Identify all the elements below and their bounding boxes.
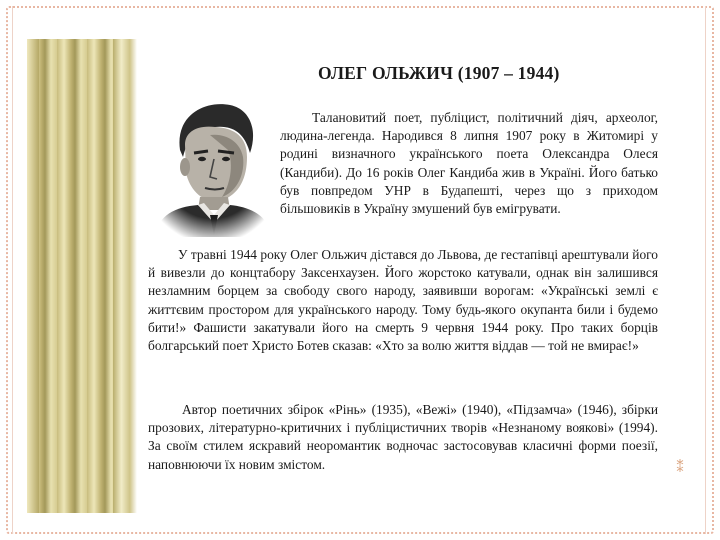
- portrait-photo: [150, 95, 275, 237]
- paragraph-arrest: [148, 246, 658, 355]
- paragraph-text: У травні 1944 року Олег Ольжич дістався до Львова, де гестапівці арештували його й вивезли до концтабору Заксенхаузен. Його жорстоко катували, однак він залишився незламним борцем за свободу свого народу, заявивши ворогам: «Українські землі є життєвим простором для українського народу. Тому будь-якого окупанта били і будемо бити!» Фашисти закатували його на смерть 9 червня 1944 року. Про таких борців болгарський поет Христо Ботев сказав: «Хто за волю життя віддав — той не вмирає!»: [148, 247, 658, 354]
- paragraph-text: Талановитий поет, публіцист, політичний діяч, археолог, людина-легенда. Народився 8 липня 1907 року в Житомирі у родині визначного українського поета Олександра Олеся (Кандиби). До 16 років Олег Кандиба жив в Україні. Його батько був повпредом УНР в Будапешті, через що з приходом більшовиків в Україну змушений був емігрувати.: [280, 110, 658, 217]
- frame-right-line: [705, 6, 706, 534]
- decorative-stripes: [27, 39, 137, 513]
- ornament-icon: ⁑: [676, 461, 684, 476]
- slide-title: ОЛЕГ ОЛЬЖИЧ (1907 – 1944): [318, 63, 560, 83]
- paragraph-works: [148, 401, 658, 474]
- paragraph-biography-intro: [280, 109, 658, 218]
- paragraph-text: Автор поетичних збірок «Рінь» (1935), «Вежі» (1940), «Підзамча» (1946), збірки прозових, літературно-критичних і публіцистичних творів «Незнаному воякові» (1994). За своїм стилем яскравий неоромантик водночас застосовував класичні форми поезії, наповнюючи їх новим змістом.: [148, 402, 658, 472]
- frame-left-line: [12, 6, 13, 534]
